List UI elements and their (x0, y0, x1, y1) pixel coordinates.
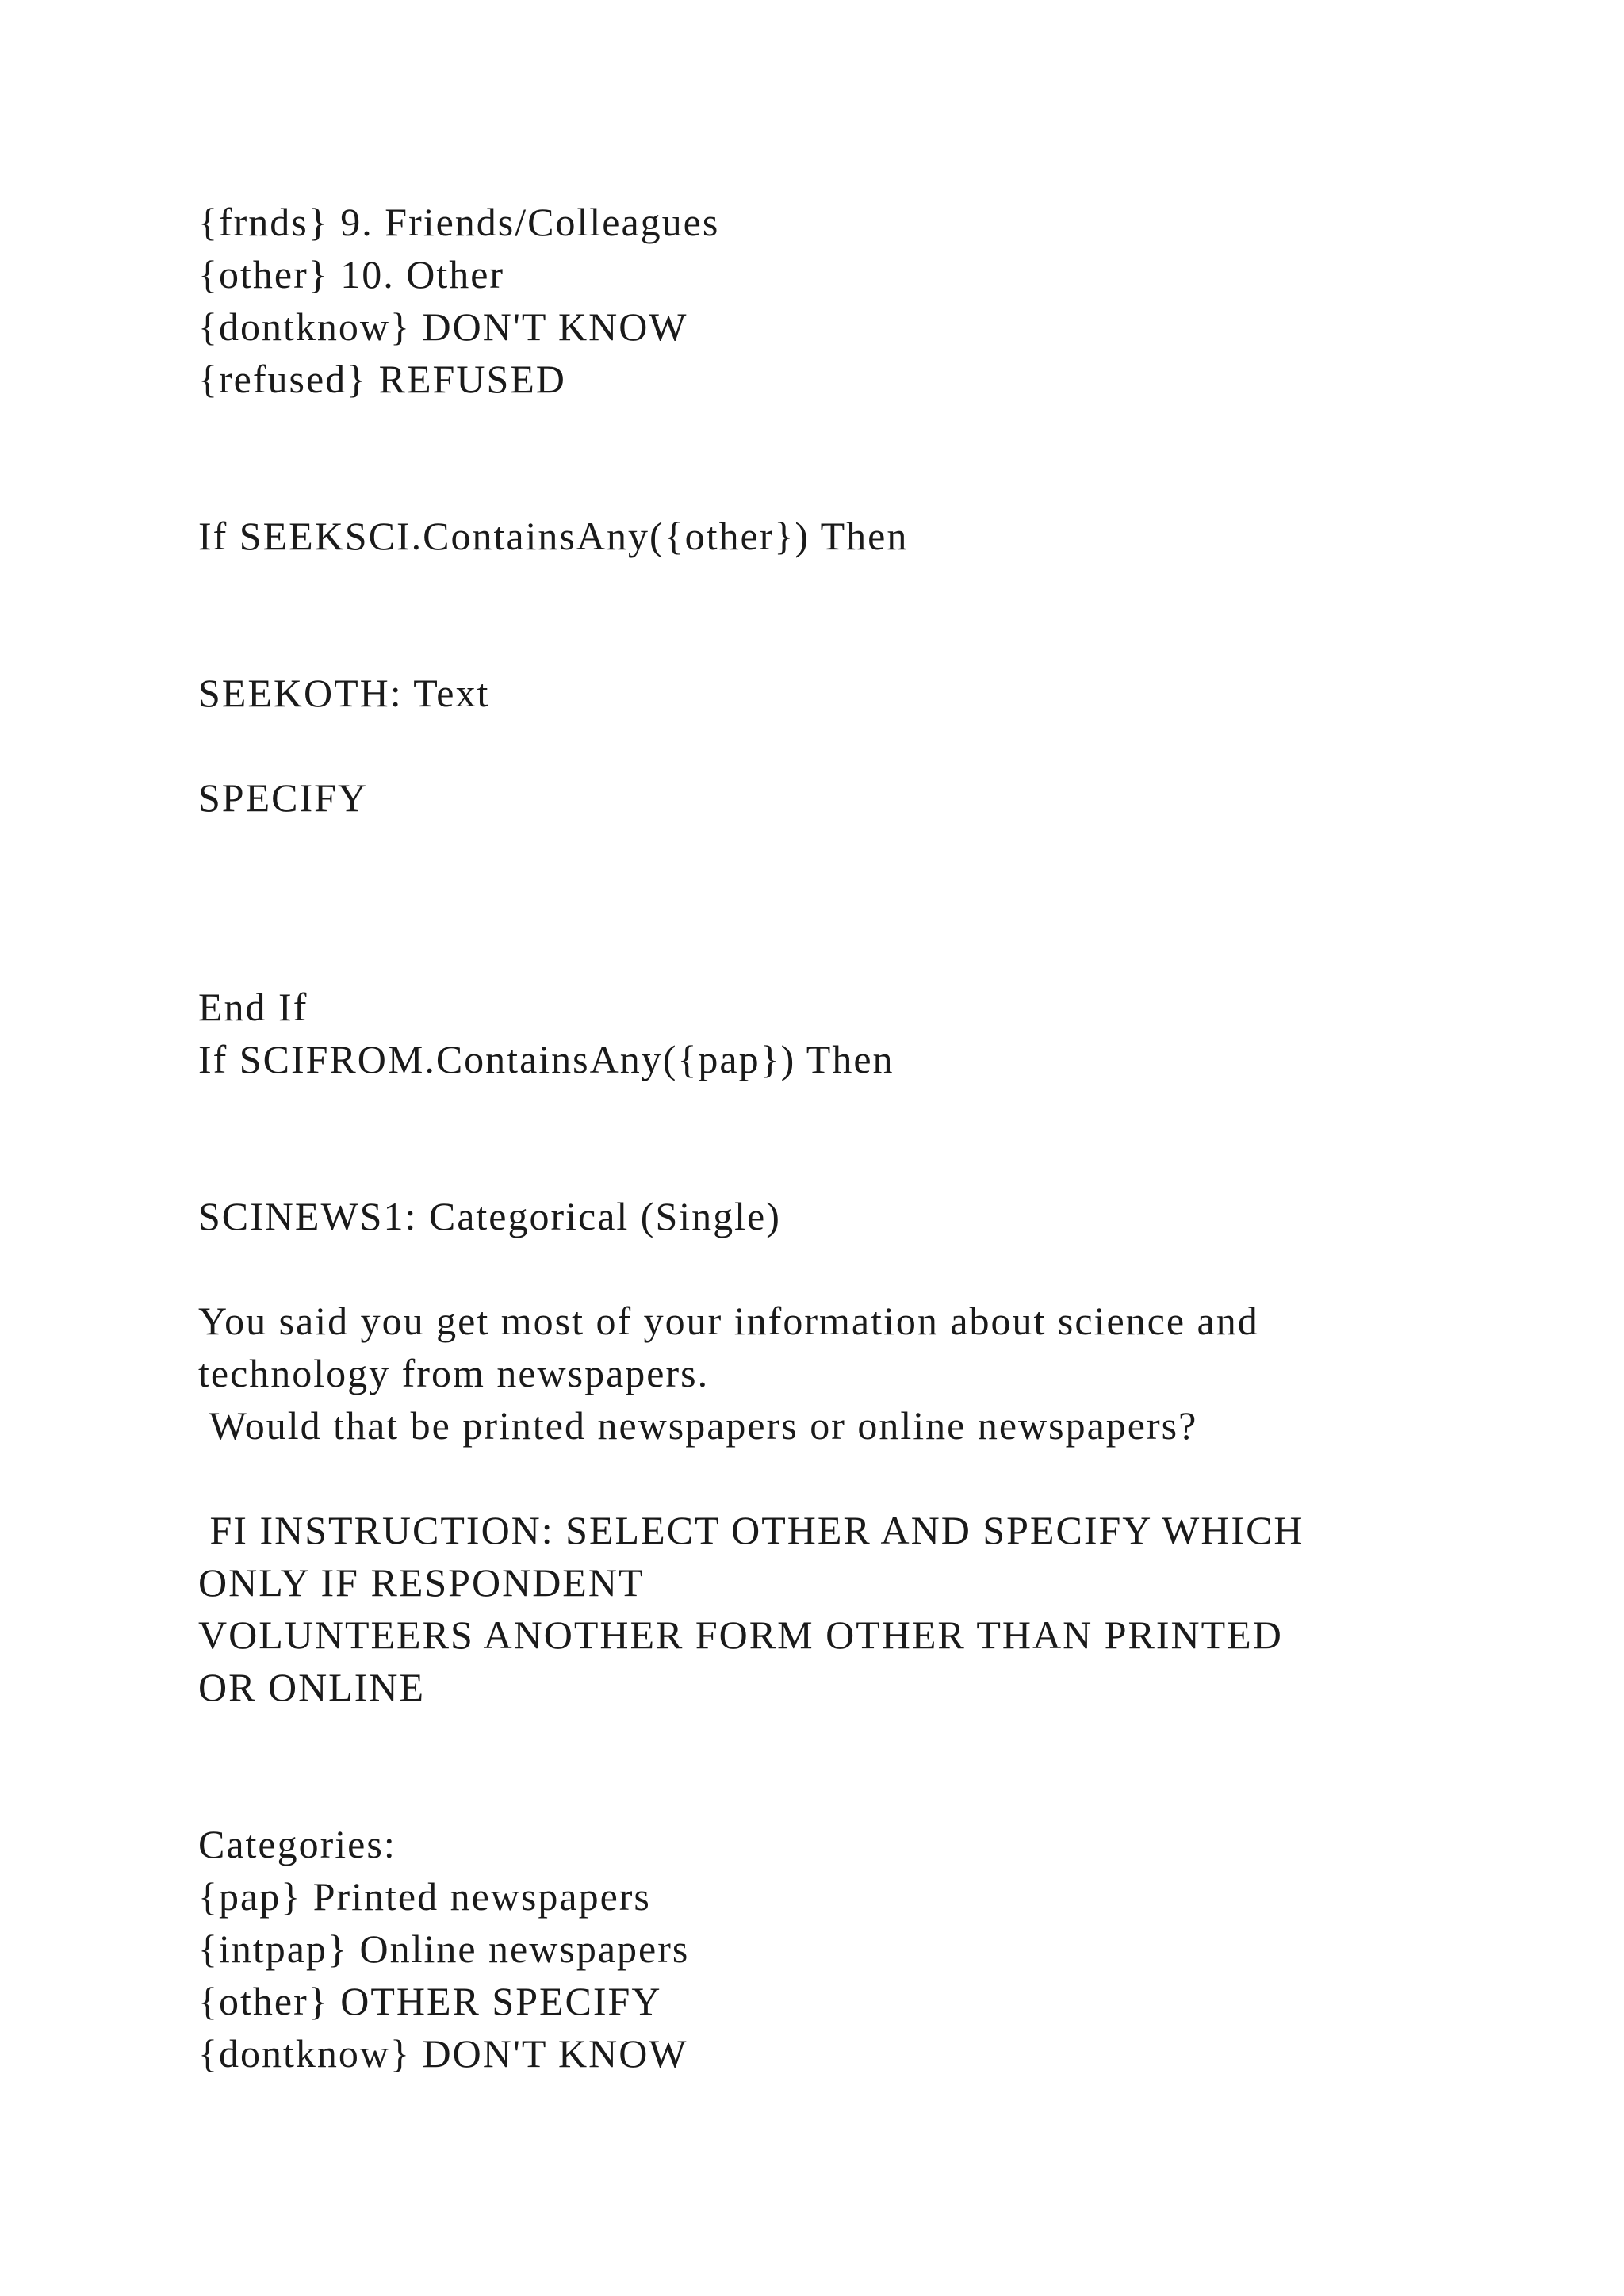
condition-seeksci-other: If SEEKSCI.ContainsAny({other}) Then (198, 514, 909, 558)
question-scinews1-header: SCINEWS1: Categorical (Single) (198, 1194, 781, 1238)
question-seekoth-header: SEEKOTH: Text (198, 671, 490, 715)
condition-scifrom-pap: If SCIFROM.ContainsAny({pap}) Then (198, 1037, 894, 1081)
question-text-line-1: You said you get most of your information about science and (198, 1299, 1259, 1343)
category-printed-newspapers: {pap} Printed newspapers (198, 1874, 651, 1919)
category-online-newspapers: {intpap} Online newspapers (198, 1927, 690, 1971)
instruction-line-1: FI INSTRUCTION: SELECT OTHER AND SPECIFY WHICH (198, 1508, 1304, 1552)
end-if-statement: End If (198, 985, 308, 1029)
category-dont-know-2: {dontknow} DON'T KNOW (198, 2031, 688, 2076)
category-refused: {refused} REFUSED (198, 357, 566, 401)
category-dont-know: {dontknow} DON'T KNOW (198, 304, 688, 349)
instruction-line-2: ONLY IF RESPONDENT (198, 1560, 645, 1605)
categories-heading: Categories: (198, 1822, 396, 1866)
question-text-line-3: Would that be printed newspapers or online newspapers? (198, 1403, 1198, 1448)
category-other-specify: {other} OTHER SPECIFY (198, 1979, 662, 2023)
instruction-line-3: VOLUNTEERS ANOTHER FORM OTHER THAN PRINTED (198, 1613, 1283, 1657)
category-friends-colleagues: {frnds} 9. Friends/Colleagues (198, 200, 720, 244)
question-text-line-2: technology from newspapers. (198, 1351, 710, 1395)
question-seekoth-prompt: SPECIFY (198, 775, 369, 820)
instruction-line-4: OR ONLINE (198, 1665, 426, 1709)
category-other: {other} 10. Other (198, 252, 505, 297)
